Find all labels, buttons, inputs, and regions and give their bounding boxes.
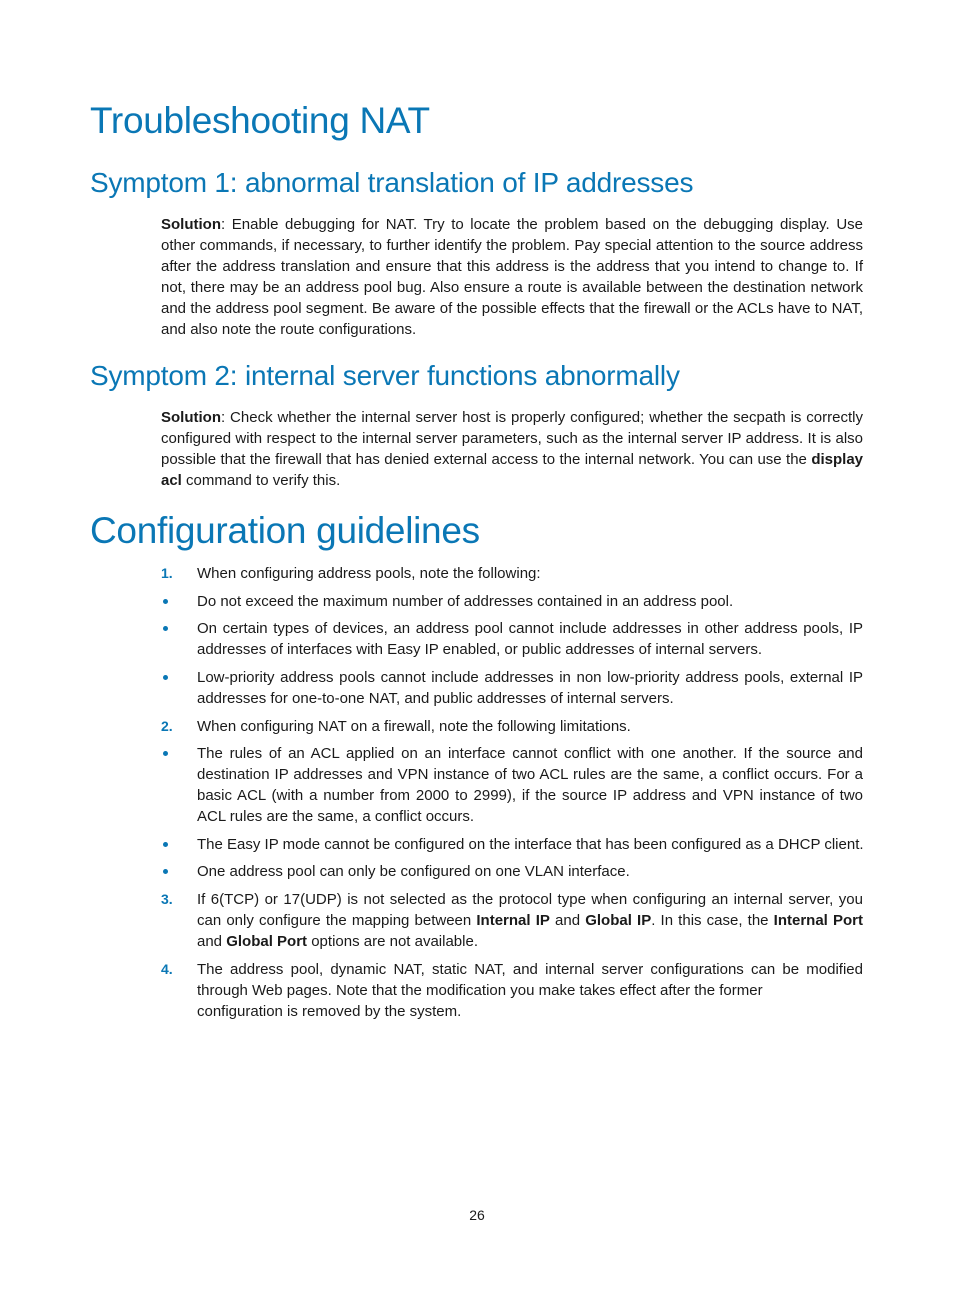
item-number: 3. — [161, 891, 173, 907]
command-display: display — [811, 451, 863, 468]
internal-ip-label: Internal IP — [476, 912, 550, 929]
bullet-icon — [163, 675, 168, 680]
item4-text: The address pool, dynamic NAT, static NAT, and internal server configurations can be modified through Web pages. Note that the modification you make takes effect after the former configuration is removed by the system. — [197, 961, 863, 1020]
guidelines-heading: Configuration guidelines — [90, 510, 480, 551]
symptom1-line: not, there may be an address pool bug. Also ensure a route is available between the destination network — [161, 279, 863, 296]
bullet-icon — [163, 626, 168, 631]
command-acl: acl — [161, 472, 182, 489]
symptom1-line: after the address translation and ensure that this address is the address that you intend to change to. If — [161, 258, 863, 275]
symptom2-line: acl command to verify this. — [161, 472, 341, 489]
symptom1-line: and also note the route configurations. — [161, 321, 417, 338]
item1-text: When configuring address pools, note the following: — [197, 565, 541, 582]
bullet-icon — [163, 842, 168, 847]
item2-text: When configuring NAT on a firewall, note the following limitations. — [197, 718, 631, 735]
global-port-label: Global Port — [226, 933, 308, 950]
item-number: 4. — [161, 961, 173, 977]
global-ip-label: Global IP — [585, 912, 652, 929]
symptom2-line: possible that the firewall that has denied external access to the internal network. You can use the display — [161, 451, 863, 468]
item-number: 1. — [161, 565, 173, 581]
internal-port-label: Internal Port — [773, 912, 863, 929]
symptom1-line: Solution: Enable debugging for NAT. Try to locate the problem based on the debugging display. Use — [161, 216, 863, 233]
list-item: The Easy IP mode cannot be configured on the interface that has been configured as a DHCP client. — [197, 836, 864, 853]
solution-label: Solution — [161, 216, 221, 233]
symptom1-line: other commands, if necessary, to further identify the problem. Pay special attention to the source address — [161, 237, 863, 254]
solution-label: Solution — [161, 409, 221, 426]
symptom2-solution — [161, 407, 863, 491]
list-item: On certain types of devices, an address pool cannot include addresses in other address pools, IP addresses of interfaces with Easy IP enabled, or public addresses of internal servers. — [197, 620, 863, 658]
page-title: Troubleshooting NAT — [90, 100, 430, 141]
symptom2-line: configured with respect to the internal server parameters, such as the internal server IP address. It is also — [161, 430, 863, 447]
page-number: 26 — [469, 1207, 485, 1223]
item-number: 2. — [161, 718, 173, 734]
symptom1-line: and the address pool segment. Be aware of the possible effects that the firewall or the ACLs have to NAT, — [161, 300, 863, 317]
symptom1-heading: Symptom 1: abnormal translation of IP addresses — [90, 167, 694, 198]
list-item: One address pool can only be configured on one VLAN interface. — [197, 863, 630, 880]
bullet-icon — [163, 751, 168, 756]
symptom1-solution — [161, 214, 863, 340]
item3-text: If 6(TCP) or 17(UDP) is not selected as the protocol type when configuring an internal server, you can only configure the mapping between Internal IP and Global IP. In this case, the Internal Port and Global Port options are not available. — [197, 891, 863, 950]
list-item: Low-priority address pools cannot include addresses in non low-priority address pools, external IP addresses for one-to-one NAT, and public addresses of internal servers. — [197, 669, 863, 707]
list-item: Do not exceed the maximum number of addresses contained in an address pool. — [197, 593, 734, 610]
bullet-icon — [163, 869, 168, 874]
bullet-icon — [163, 599, 168, 604]
symptom2-line: Solution: Check whether the internal server host is properly configured; whether the secpath is correctly — [161, 409, 863, 426]
symptom2-heading: Symptom 2: internal server functions abnormally — [90, 360, 680, 391]
list-item: The rules of an ACL applied on an interface cannot conflict with one another. If the source and destination IP addresses and VPN instance of two ACL rules are the same, a conflict occurs. For a basic ACL (with a number from 2000 to 2999), if the source IP address and VPN instance of two ACL rules are the same, a conflict occurs. — [197, 745, 863, 825]
